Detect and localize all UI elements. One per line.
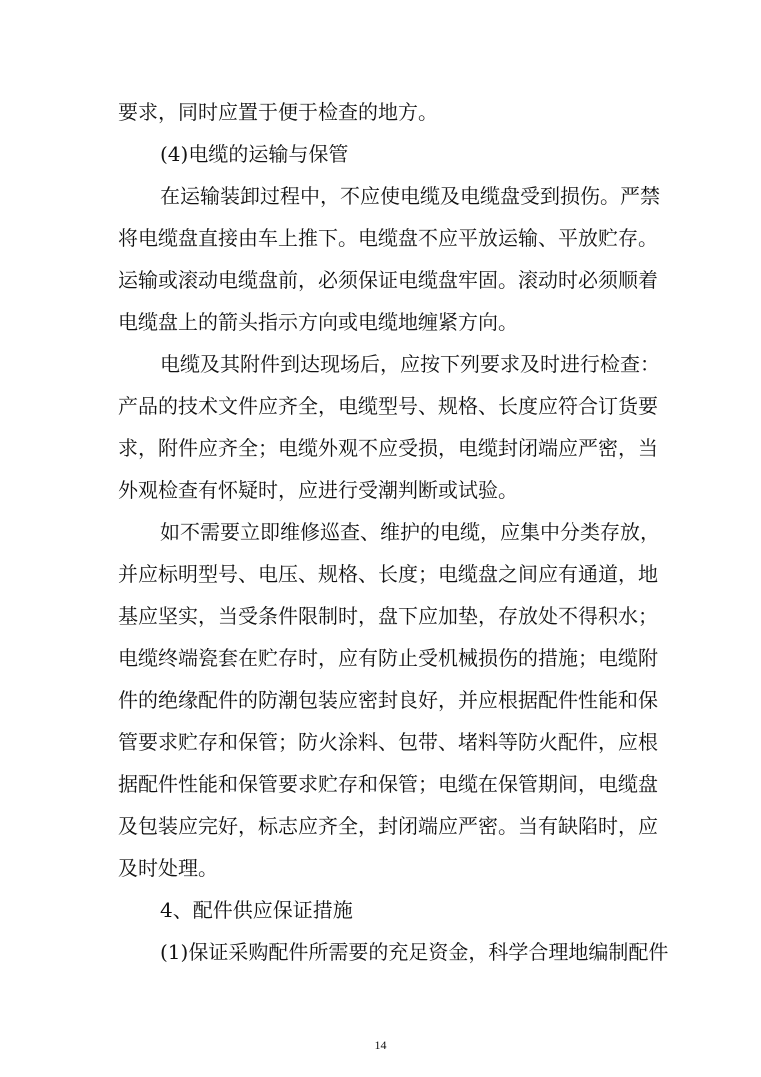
text-line: 产品的技术文件应齐全，电缆型号、规格、长度应符合订货要 <box>118 394 658 418</box>
text-line: 将电缆盘直接由车上推下。电缆盘不应平放运输、平放贮存。 <box>118 226 658 250</box>
text-line: 据配件性能和保管要求贮存和保管；电缆在保管期间，电缆盘 <box>118 772 658 796</box>
text-line: 如不需要立即维修巡查、维护的电缆，应集中分类存放， <box>160 520 660 544</box>
text-line: 电缆及其附件到达现场后，应按下列要求及时进行检查： <box>160 352 660 376</box>
text-line: 在运输装卸过程中，不应使电缆及电缆盘受到损伤。严禁 <box>160 184 660 208</box>
page-number: 14 <box>374 1038 387 1052</box>
text-line: 及时处理。 <box>118 856 218 880</box>
text-line: 基应坚实，当受条件限制时，盘下应加垫，存放处不得积水； <box>118 604 658 628</box>
text-line: 外观检查有怀疑时，应进行受潮判断或试验。 <box>118 478 518 502</box>
text-line: 管要求贮存和保管；防火涂料、包带、堵料等防火配件，应根 <box>118 730 658 754</box>
section-heading: 4、配件供应保证措施 <box>160 898 353 922</box>
text-line: 要求，同时应置于便于检查的地方。 <box>118 100 438 124</box>
text-line: 求，附件应齐全；电缆外观不应受损，电缆封闭端应严密，当 <box>118 436 658 460</box>
text-line: (1)保证采购配件所需要的充足资金，科学合理地编制配件 <box>160 940 669 964</box>
text-line: 并应标明型号、电压、规格、长度；电缆盘之间应有通道，地 <box>118 562 658 586</box>
document-body <box>118 96 669 978</box>
text-line: 运输或滚动电缆盘前，必须保证电缆盘牢固。滚动时必须顺着 <box>118 268 658 292</box>
text-line: 电缆终端瓷套在贮存时，应有防止受机械损伤的措施；电缆附 <box>118 646 658 670</box>
text-line: 及包装应完好，标志应齐全，封闭端应严密。当有缺陷时，应 <box>118 814 658 838</box>
section-heading: (4)电缆的运输与保管 <box>160 142 349 166</box>
text-line: 电缆盘上的箭头指示方向或电缆地缠紧方向。 <box>118 310 518 334</box>
text-line: 件的绝缘配件的防潮包装应密封良好，并应根据配件性能和保 <box>118 688 658 712</box>
